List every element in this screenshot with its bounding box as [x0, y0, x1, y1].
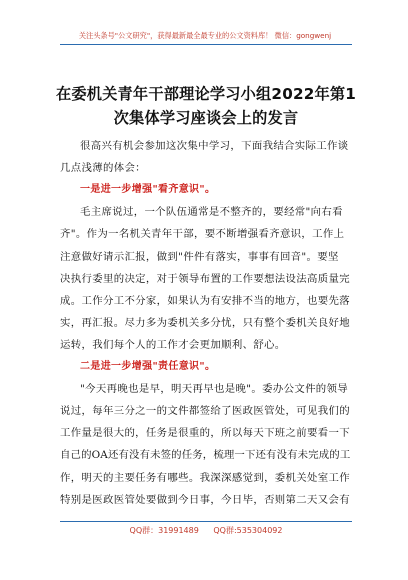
paragraph-line: 特别是医政医管处要做到今日事，今日毕，否则第二天又会有	[60, 493, 350, 506]
footer-qq-group-1: QQ群：31991489	[129, 526, 199, 535]
paragraph-line: 工作量是很大的，任务是很重的，所以每天下班之前要看一下	[60, 427, 350, 440]
paragraph-line: 很高兴有机会参加这次集中学习，下面我结合实际工作谈	[80, 140, 349, 152]
paragraph-line: 自己的OA还有没有未签的任务，梳理一下还有没有未完成的工	[60, 449, 351, 462]
section-heading: 一是进一步增强"看齐意识"。	[80, 184, 216, 196]
header-divider	[60, 44, 352, 45]
paragraph-line: 说过，每年三分之一的文件都签给了医政医管处，可见我们的	[60, 405, 350, 418]
paragraph-line: 齐"。作为一名机关青年干部，要不断增强看齐意识，工作上	[60, 228, 345, 241]
footer-qq-group-2: QQ群:535304092	[213, 526, 283, 535]
header-banner: 关注头条号"公文研究"，获得最新最全最专业的公文资料库！ 微信：gongwenj	[78, 31, 332, 40]
paragraph-line: 作，明天的主要任务有哪些。我深深感觉到，委机关处室工作	[60, 471, 350, 484]
paragraph-line: 成。工作分工不分家，如果认为有安排不当的地方，也要先落	[60, 294, 350, 307]
paragraph-line: 决执行委里的决定，对于领导布置的工作要想法设法高质量完	[60, 272, 350, 285]
paragraph-line: 毛主席说过，一个队伍通常是不整齐的，要经常"向右看	[80, 206, 343, 219]
paragraph-line: 运转，我们每个人的工作才会更加顺利、舒心。	[60, 338, 286, 351]
title-line: 次集体学习座谈会上的发言	[113, 109, 299, 127]
paragraph-line: 几点浅薄的体会：	[60, 162, 146, 175]
paragraph-line: 实，再汇报。尽力多为委机关多分忧，只有整个委机关良好地	[60, 316, 350, 329]
footer-divider	[60, 521, 352, 522]
footer	[60, 526, 352, 536]
title-line: 在委机关青年干部理论学习小组2022年第1	[56, 85, 357, 103]
document-title	[56, 82, 356, 130]
paragraph-line: "今天再晚也是早，明天再早也是晚"。委办公文件的领导	[80, 383, 349, 396]
section-heading: 二是进一步增强"责任意识"。	[80, 361, 216, 372]
paragraph-line: 注意做好请示汇报，做到"件件有落实，事事有回音"。要坚	[60, 250, 339, 263]
